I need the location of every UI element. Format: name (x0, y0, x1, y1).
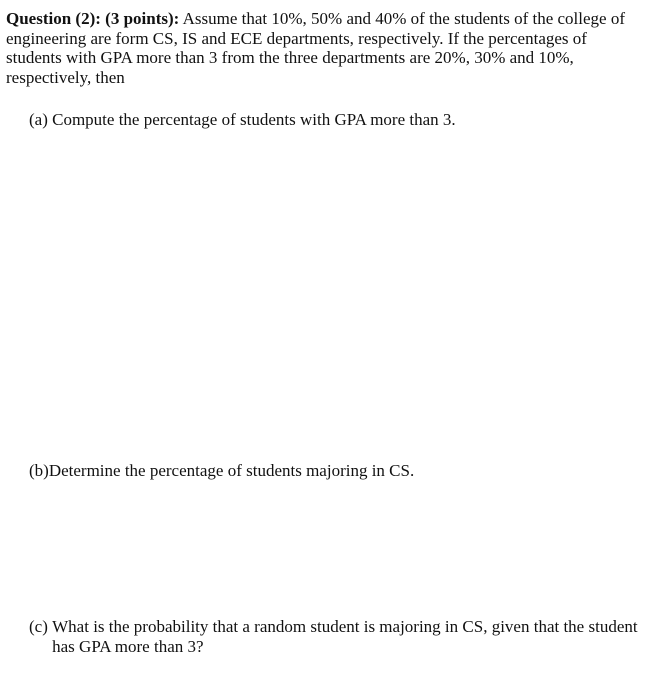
part-c-label: (c) (29, 617, 53, 636)
part-b (29, 461, 629, 481)
part-a-label: (a) (29, 110, 48, 129)
part-a-text: Compute the percentage of students with GPA more than 3. (52, 110, 456, 129)
question-text: Assume that 10%, 50% and 40% of the students of the college of engineering are form CS, IS and ECE departments, respectively. If the percentages of students with GPA more than 3 from the three departments are 20%, 30% and 10%, respectively, then (6, 9, 625, 87)
part-a (29, 110, 629, 130)
part-c (29, 617, 645, 656)
part-c-text: What is the probability that a random student is majoring in CS, given that the student has GPA more than 3? (52, 617, 638, 656)
question-heading: Question (2): (3 points): (6, 9, 180, 28)
part-b-text: Determine the percentage of students majoring in CS. (48, 461, 415, 480)
question-intro (6, 9, 646, 87)
part-b-label: (b) (29, 461, 49, 480)
